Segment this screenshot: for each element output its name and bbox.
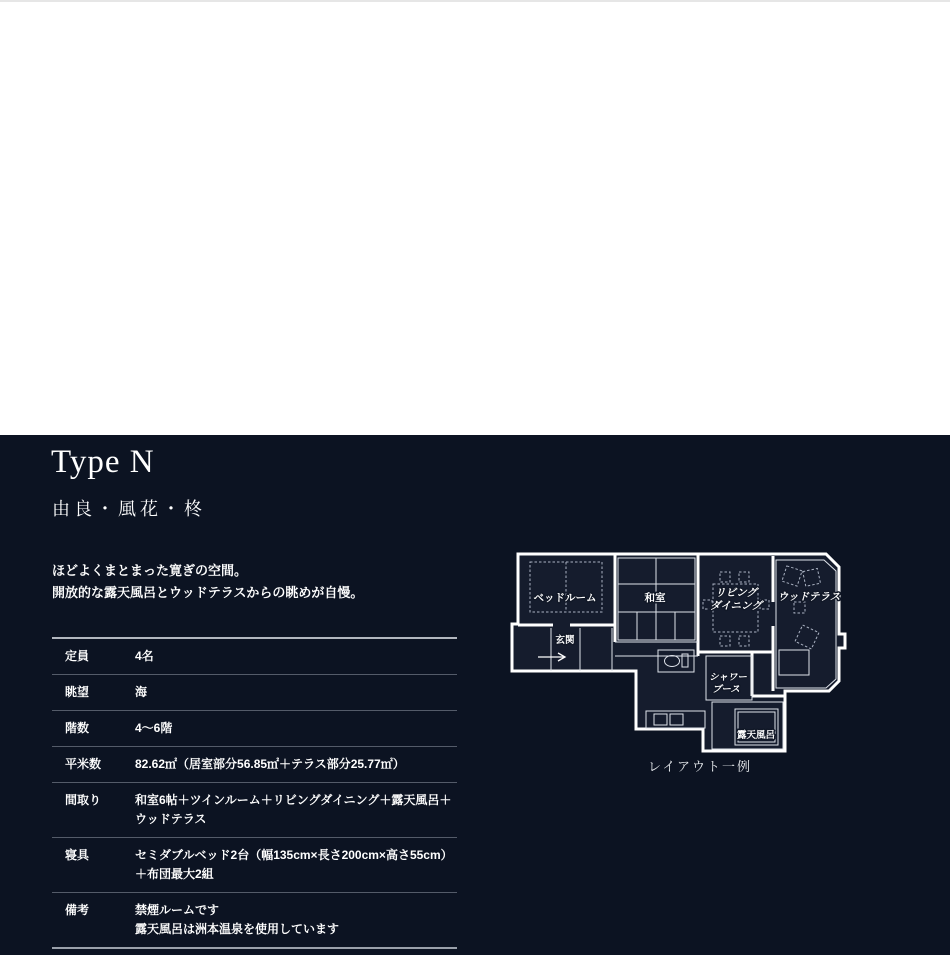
note-line-2: 露天風呂は洲本温泉を使用しています xyxy=(135,922,340,936)
row-label: 間取り xyxy=(65,793,102,807)
room-label-open-air-bath: 露天風呂 xyxy=(736,730,776,741)
row-label: 定員 xyxy=(65,649,90,663)
row-label: 寝具 xyxy=(65,848,90,862)
row-value: セミダブルベッド2台（幅135cm×長さ200cm×高さ55cm）＋布団最大2組 xyxy=(135,848,453,881)
row-value: 4名 xyxy=(135,649,154,663)
room-label-living-1: リビング xyxy=(715,587,757,599)
table-row-area xyxy=(52,747,457,783)
table-row-capacity xyxy=(52,639,457,675)
room-label-entrance: 玄関 xyxy=(555,635,575,646)
room-label-living-2: ダイニング xyxy=(710,600,762,612)
room-label-shower-1: シャワー xyxy=(709,672,747,683)
row-label: 眺望 xyxy=(65,685,90,699)
row-value: 4～6階 xyxy=(135,721,173,735)
room-label-japanese-room: 和室 xyxy=(644,592,666,604)
page-title: Type N xyxy=(51,444,155,480)
room-spec-table xyxy=(52,637,457,949)
table-row-bedding xyxy=(52,838,457,893)
row-value: 和室6帖＋ツインルーム＋リビングダイニング＋露天風呂＋ウッドテラス xyxy=(135,793,452,826)
row-label: 階数 xyxy=(65,721,90,735)
room-label-shower-2: ブース xyxy=(712,684,740,695)
floorplan-caption: レイアウト一例 xyxy=(648,759,752,774)
table-row-layout xyxy=(52,783,457,838)
row-label: 備考 xyxy=(65,903,90,917)
row-value: 82.62㎡（居室部分56.85㎡＋テラス部分25.77㎡） xyxy=(135,757,405,771)
room-names-subtitle: 由良・風花・柊 xyxy=(52,499,206,519)
table-row-view xyxy=(52,675,457,711)
room-label-bedroom: ベッドルーム xyxy=(533,592,597,604)
room-label-wood-terrace: ウッドテラス xyxy=(777,591,841,603)
note-line-1: 禁煙ルームです xyxy=(135,903,220,917)
floorplan-svg xyxy=(508,544,854,760)
room-description xyxy=(52,560,472,604)
row-value: 海 xyxy=(135,685,148,699)
description-line-2: 開放的な露天風呂とウッドテラスからの眺めが自慢。 xyxy=(52,585,364,600)
page-top-divider xyxy=(0,0,950,2)
row-label: 平米数 xyxy=(65,757,102,771)
table-row-floor xyxy=(52,711,457,747)
table-row-notes xyxy=(52,893,457,947)
description-line-1: ほどよくまとまった寛ぎの空間。 xyxy=(52,563,248,578)
row-value xyxy=(135,901,457,939)
